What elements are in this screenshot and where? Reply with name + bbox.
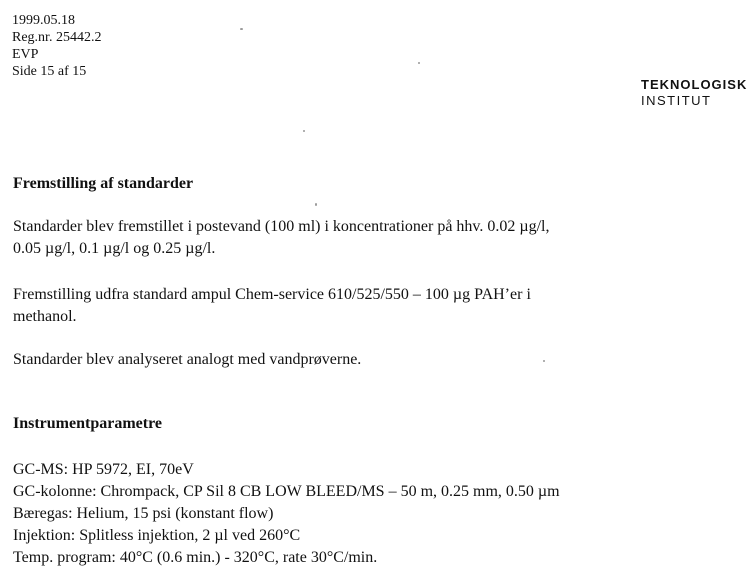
document-header <box>12 12 101 80</box>
institute-logo <box>641 77 747 109</box>
paragraph-line: 0.05 µg/l, 0.1 µg/l og 0.25 µg/l. <box>13 240 216 257</box>
paragraph-line: Standarder blev fremstillet i postevand (100 ml) i koncentrationer på hhv. 0.02 µg/l, <box>13 218 550 235</box>
scan-speck <box>315 203 317 206</box>
paragraph-line: Standarder blev analyseret analogt med vandprøverne. <box>13 351 362 368</box>
param-injection: Injektion: Splitless injektion, 2 µl ved 260°C <box>13 527 301 544</box>
param-carrier-gas: Bæregas: Helium, 15 psi (konstant flow) <box>13 505 274 522</box>
param-temp-program: Temp. program: 40°C (0.6 min.) - 320°C, rate 30°C/min. <box>13 549 378 566</box>
registration-number: Reg.nr. 25442.2 <box>12 30 102 45</box>
author-initials: EVP <box>12 47 39 62</box>
paragraph-standards-analysis <box>13 349 361 371</box>
document-date: 1999.05.18 <box>12 13 75 28</box>
page-number: Side 15 af 15 <box>12 64 87 79</box>
scan-speck <box>240 28 243 30</box>
logo-line-1: TEKNOLOGISK <box>641 77 748 92</box>
logo-line-2: INSTITUT <box>641 93 712 108</box>
paragraph-standards-ampul <box>13 284 531 328</box>
paragraph-standards-concentration <box>13 216 550 260</box>
param-gc-column: GC-kolonne: Chrompack, CP Sil 8 CB LOW BLEED/MS – 50 m, 0.25 mm, 0.50 µm <box>13 483 560 500</box>
paragraph-line: Fremstilling udfra standard ampul Chem-service 610/525/550 – 100 µg PAH’er i <box>13 286 531 303</box>
instrument-parameters <box>13 459 560 569</box>
section-heading-standards: Fremstilling af standarder <box>13 175 194 192</box>
scan-speck <box>543 360 545 362</box>
paragraph-line: methanol. <box>13 308 77 325</box>
section-heading-instrument: Instrumentparametre <box>13 415 163 432</box>
scan-speck <box>418 62 420 64</box>
param-gc-ms: GC-MS: HP 5972, EI, 70eV <box>13 461 194 478</box>
scan-speck <box>303 130 305 132</box>
